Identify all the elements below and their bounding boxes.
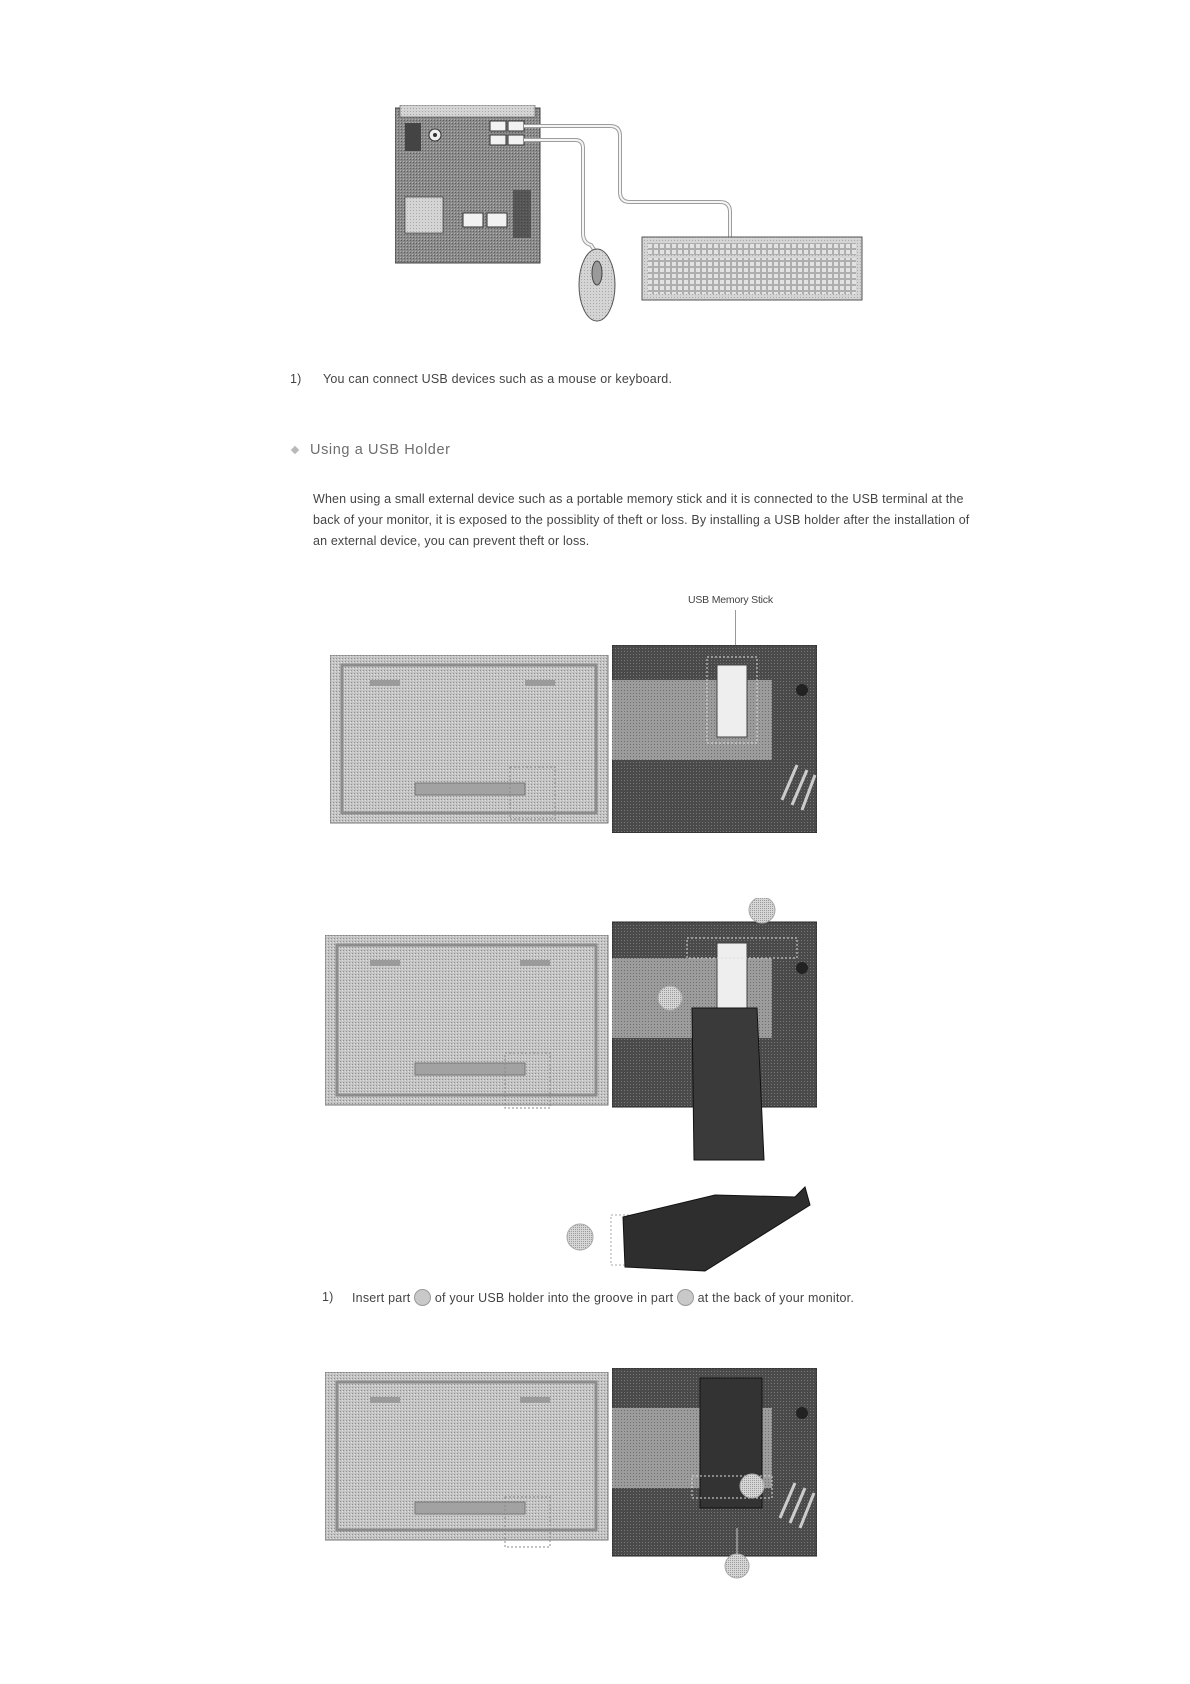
usb-connection-illustration [395, 105, 865, 330]
insert-step [322, 1290, 1022, 1310]
bullet-icon [291, 446, 299, 454]
groove-callout-icon [677, 1289, 694, 1306]
connection-step-number: 1) [290, 372, 302, 386]
part-callout-icon [414, 1289, 431, 1306]
insert-step-text-middle: of your USB holder into the groove in part [434, 1290, 674, 1305]
section-heading [292, 442, 451, 458]
usb-holder-closeup [612, 898, 817, 1168]
usb-holder-side-view [565, 1185, 815, 1275]
section-heading-text: Using a USB Holder [310, 442, 451, 458]
usb-holder-installed-closeup [612, 1368, 817, 1583]
connection-step [290, 372, 990, 390]
monitor-back-illustration-2 [325, 935, 610, 1115]
usb-holder-description: When using a small external device such as a portable memory stick and it is connected to the USB terminal at the back of your monitor, it is exposed to the possiblity of theft or loss. By installing a USB holder after the installation of an external device, you can prevent theft or loss. [313, 492, 970, 548]
monitor-back-illustration [330, 655, 610, 830]
insert-step-text-after: at the back of your monitor. [697, 1290, 855, 1305]
label-leader-line [735, 610, 736, 650]
insert-step-number: 1) [322, 1290, 334, 1304]
connection-step-text: You can connect USB devices such as a mouse or keyboard. [323, 372, 673, 386]
usb-memory-stick-label: USB Memory Stick [688, 594, 773, 606]
monitor-back-illustration-3 [325, 1372, 610, 1552]
insert-step-text-before: Insert part [352, 1290, 411, 1305]
usb-port-closeup [612, 645, 817, 833]
